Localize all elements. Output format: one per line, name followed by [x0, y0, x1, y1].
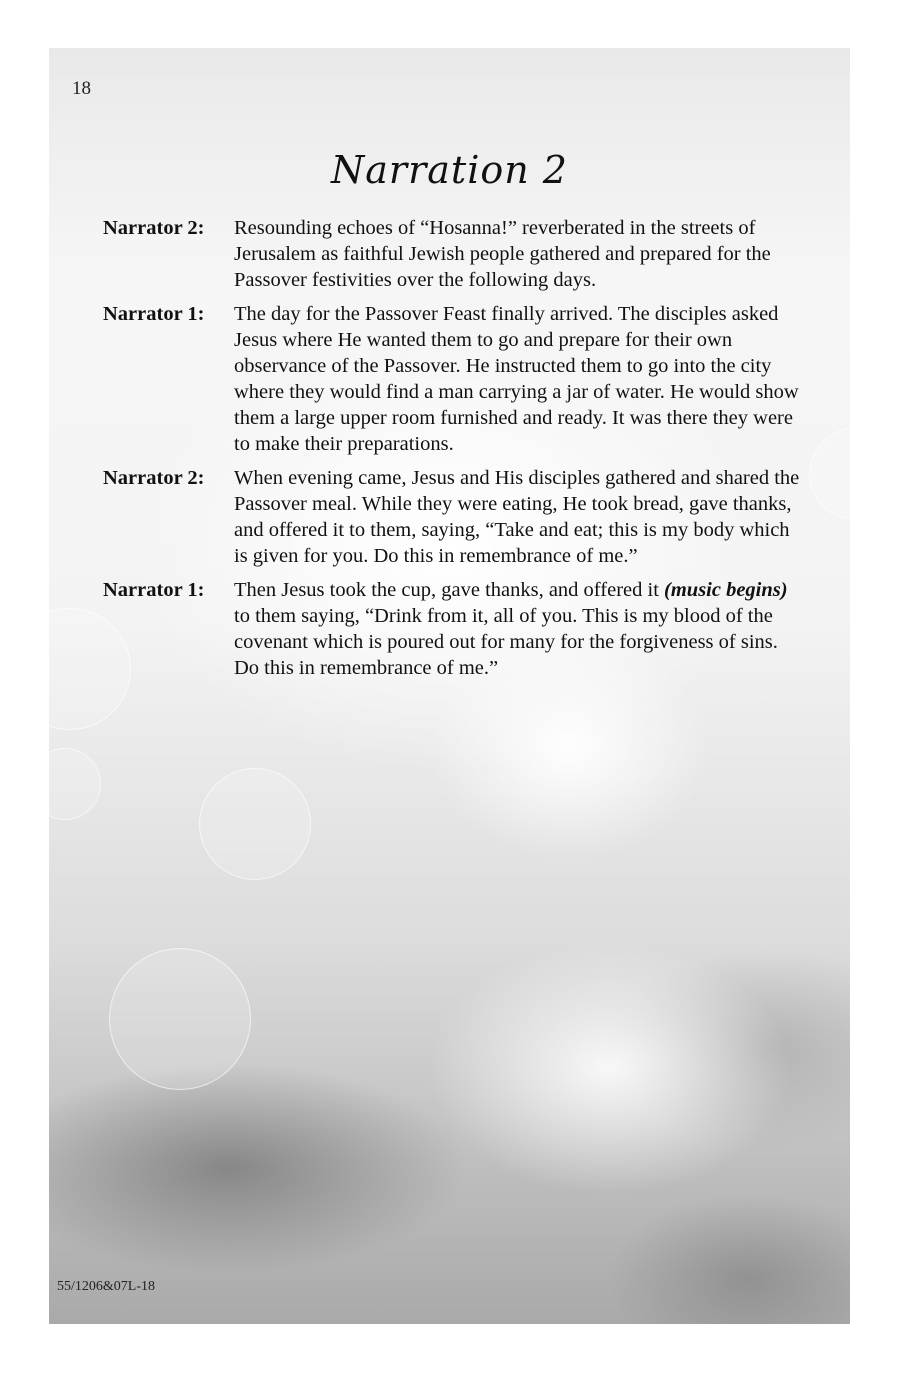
speaker-label: Narrator 1:	[103, 303, 205, 325]
narration-entry	[103, 465, 803, 569]
narration-entry	[103, 577, 803, 681]
catalog-code: 55/1206&07L-18	[57, 1279, 155, 1294]
background-bokeh	[49, 748, 101, 820]
page-number: 18	[72, 78, 91, 99]
page-title: Narration 2	[331, 148, 568, 192]
narration-text-end: to them saying, “Drink from it, all of you. This is my blood of the covenant which is poured out for many for the forgiveness of sins. Do this in remembrance of me.”	[234, 605, 778, 679]
narration-entry	[103, 215, 803, 293]
background-bokeh	[109, 948, 251, 1090]
narration-list	[103, 215, 803, 689]
narration-text: Resounding echoes of “Hosanna!” reverberated in the streets of Jerusalem as faithful Jewish people gathered and prepared for the Passover festivities over the following days.	[234, 217, 771, 291]
background-bokeh	[809, 428, 850, 520]
narration-text	[234, 577, 803, 681]
speaker-label: Narrator 2:	[103, 217, 205, 239]
narration-entry	[103, 301, 803, 457]
script-page	[49, 48, 850, 1324]
background-bokeh	[199, 768, 311, 880]
narration-text: The day for the Passover Feast finally arrived. The disciples asked Jesus where He wanted them to go and prepare for their own observance of the Passover. He instructed them to go into the city where they would find a man carrying a jar of water. He would show them a large upper room furnished and ready. It was there they were to make their preparations.	[234, 303, 799, 455]
narration-text: When evening came, Jesus and His disciples gathered and shared the Passover meal. While they were eating, He took bread, gave thanks, and offered it to them, saying, “Take and eat; this is my body which is given for you. Do this in remembrance of me.”	[234, 467, 800, 567]
stage-direction: (music begins)	[664, 579, 788, 601]
narration-text-start: Then Jesus took the cup, gave thanks, and offered it	[234, 579, 659, 601]
speaker-label: Narrator 1:	[103, 579, 205, 601]
speaker-label: Narrator 2:	[103, 467, 205, 489]
